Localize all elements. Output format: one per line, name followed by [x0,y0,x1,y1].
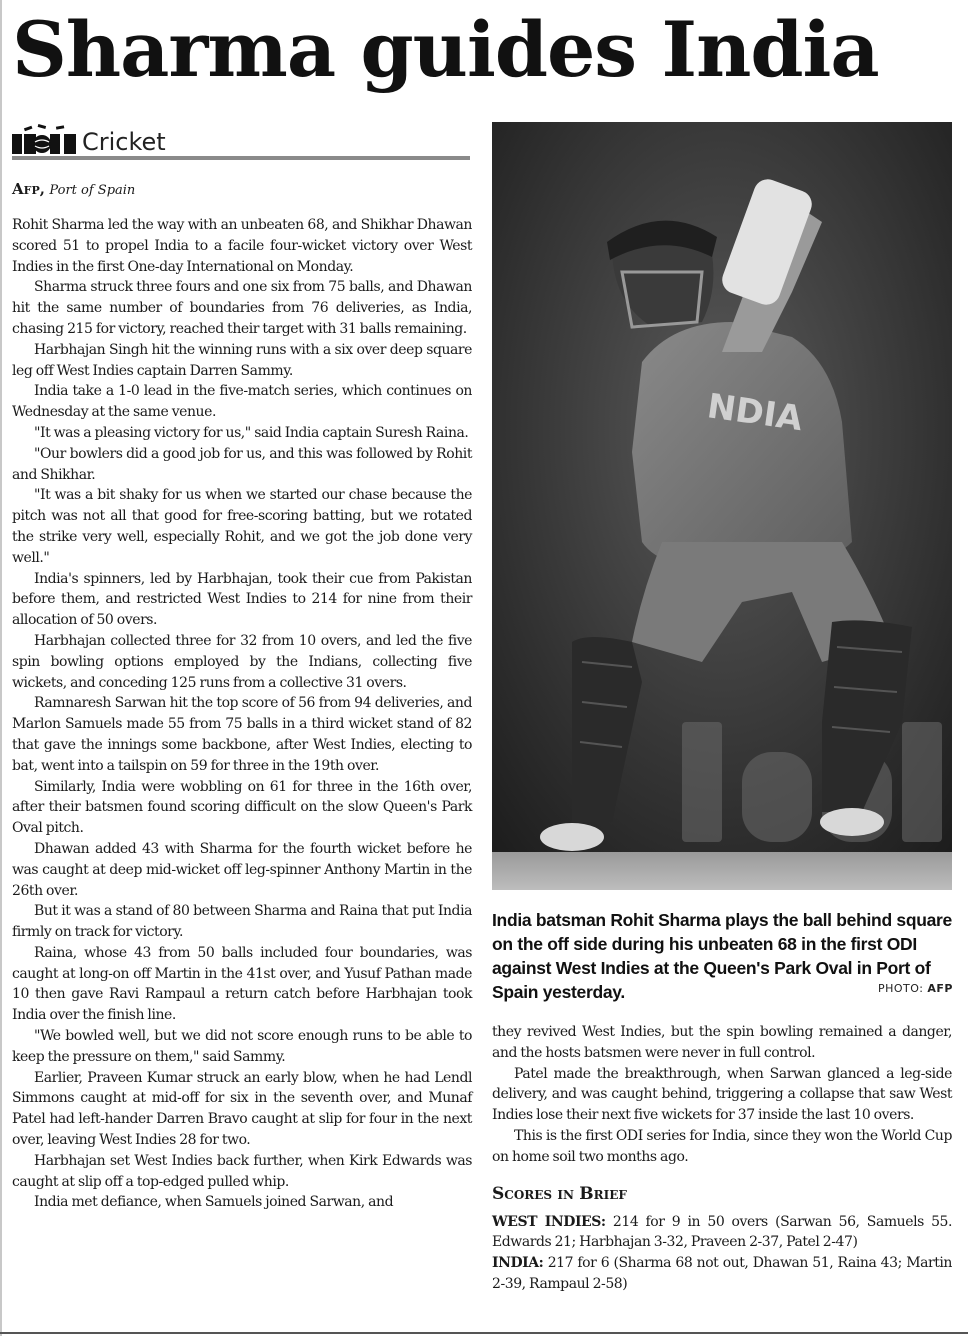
paragraph: Harbhajan set West Indies back further, when Kirk Edwards was caught at slip off a top-edged pulled whip. [12,1152,472,1190]
paragraph: India met defiance, when Samuels joined Sarwan, and [34,1194,394,1211]
paragraph: Ramnaresh Sarwan hit the top score of 56 from 94 deliveries, and Marlon Samuels made 55 from 75 balls in a third wicket stand of 82 that gave the innings some backbone, after West Indies, electing to bat, went into a tailspin on 59 for three in the 19th over. [12,695,472,774]
paragraph: Harbhajan collected three for 32 from 10 overs, and led the five spin bowling options employed by the Indians, collecting five wickets, and conceding 125 runs from a collective 31 overs. [12,632,472,691]
paragraph: "Our bowlers did a good job for us, and this was followed by Rohit and Shikhar. [12,445,472,483]
paragraph: This is the first ODI series for India, since they won the World Cup on home soil two months ago. [492,1127,952,1165]
paragraph: Dhawan added 43 with Sharma for the fourth wicket before he was caught at deep mid-wicket off leg-spinner Anthony Martin in the 26th over. [12,840,472,899]
paragraph: Rohit Sharma led the way with an unbeaten 68, and Shikhar Dhawan scored 51 to propel India to a facile four-wicket victory over West Indies in the first One-day International on Monday. [12,217,472,275]
paragraph: Sharma struck three fours and one six from 75 balls, and Dhawan hit the same number of boundaries from 76 deliveries, as India, chasing 215 for victory, reached their target with 31 balls remaining. [12,279,472,337]
paragraph: "We bowled well, but we did not score enough runs to be able to keep the pressure on them," said Sammy. [12,1028,472,1065]
paragraph: Earlier, Praveen Kumar struck an early blow, when he had Lendl Simmons caught at mid-off for six in the seventh over, and Munaf Patel had left-hander Darren Bravo caught at slip for four in the next over, leaving West Indies 28 for two. [12,1069,472,1149]
paragraph: India take a 1-0 lead in the five-match series, which continues on Wednesday at the same venue. [12,383,472,421]
shirt-text: NDIA [704,386,805,440]
byline-place: Port of Spain [49,183,136,198]
paragraph: India's spinners, led by Harbhajan, took their cue from Pakistan before them, and restricted West Indies to 214 for nine from their allocation of 50 overs. [12,570,472,629]
paragraph: "It was a pleasing victory for us," said India captain Suresh Raina. [34,424,469,441]
paragraph: "It was a bit shaky for us when we started our chase because the pitch was not all that good for free-scoring batting, but we rotated the strike very well, especially Rohit, and we got the job done very well." [12,487,472,566]
section-header [12,118,472,162]
cricket-logo-icon [12,124,78,156]
paragraph: Raina, whose 43 from 50 balls included four boundaries, was caught at long-on off Martin in the 41st over, and Yusuf Pathan made 10 then gave Ravi Rampaul a return catch before Harbhajan took India over the finish line. [12,944,472,1024]
byline-agency: Afp, [12,180,45,198]
bottom-rule [0,1332,968,1334]
paragraph: they revived West Indies, but the spin bowling remained a danger, and the hosts batsmen were never in full control. [492,1024,952,1061]
section-rule [12,156,470,160]
photo-credit-label: PHOTO: [877,982,928,995]
left-margin-rule [0,0,2,1336]
article-column-2 [492,1022,952,1295]
paragraph: But it was a stand of 80 between Sharma and Raina that put India firmly on track for victory. [12,903,472,941]
score-india [492,1253,952,1295]
scores-title: Scores in Brief [492,1183,627,1204]
batsman-photo [492,122,952,890]
score-team-label: WEST INDIES: [492,1213,606,1230]
section-label: Cricket [82,128,166,156]
paragraph: Similarly, India were wobbling on 61 for three in the 16th over, after their batsmen found scoring difficult on the slow Queen's Park Oval pitch. [12,778,472,837]
score-west-indies [492,1212,952,1254]
paragraph: Harbhajan Singh hit the winning runs with a six over deep square leg off West Indies captain Darren Sammy. [12,341,472,379]
score-team-label: INDIA: [492,1255,544,1272]
photo-credit [878,982,953,995]
score-text: 217 for 6 (Sharma 68 not out, Dhawan 51, Raina 43; Martin 2-39, Rampaul 2-58) [492,1255,952,1292]
article-column-1 [12,215,472,1213]
paragraph: Patel made the breakthrough, when Sarwan glanced a leg-side delivery, and was caught behind, triggering a collapse that saw West Indies lose their next five wickets for 37 inside the last 10 overs. [492,1065,952,1124]
headline: Sharma guides India [12,5,879,94]
photo-credit-agency: AFP [927,982,953,995]
photo-caption: India batsman Rohit Sharma plays the ball behind square on the off side during his unbeaten 68 in the first ODI against West Indies at the Queen's Park Oval in Port of Spain yesterday. [492,910,952,1002]
byline [12,179,135,201]
score-text: 214 for 9 in 50 overs (Sarwan 56, Samuels 55. Edwards 21; Harbhajan 3-32, Praveen 2-37, Patel 2-47) [492,1213,953,1251]
